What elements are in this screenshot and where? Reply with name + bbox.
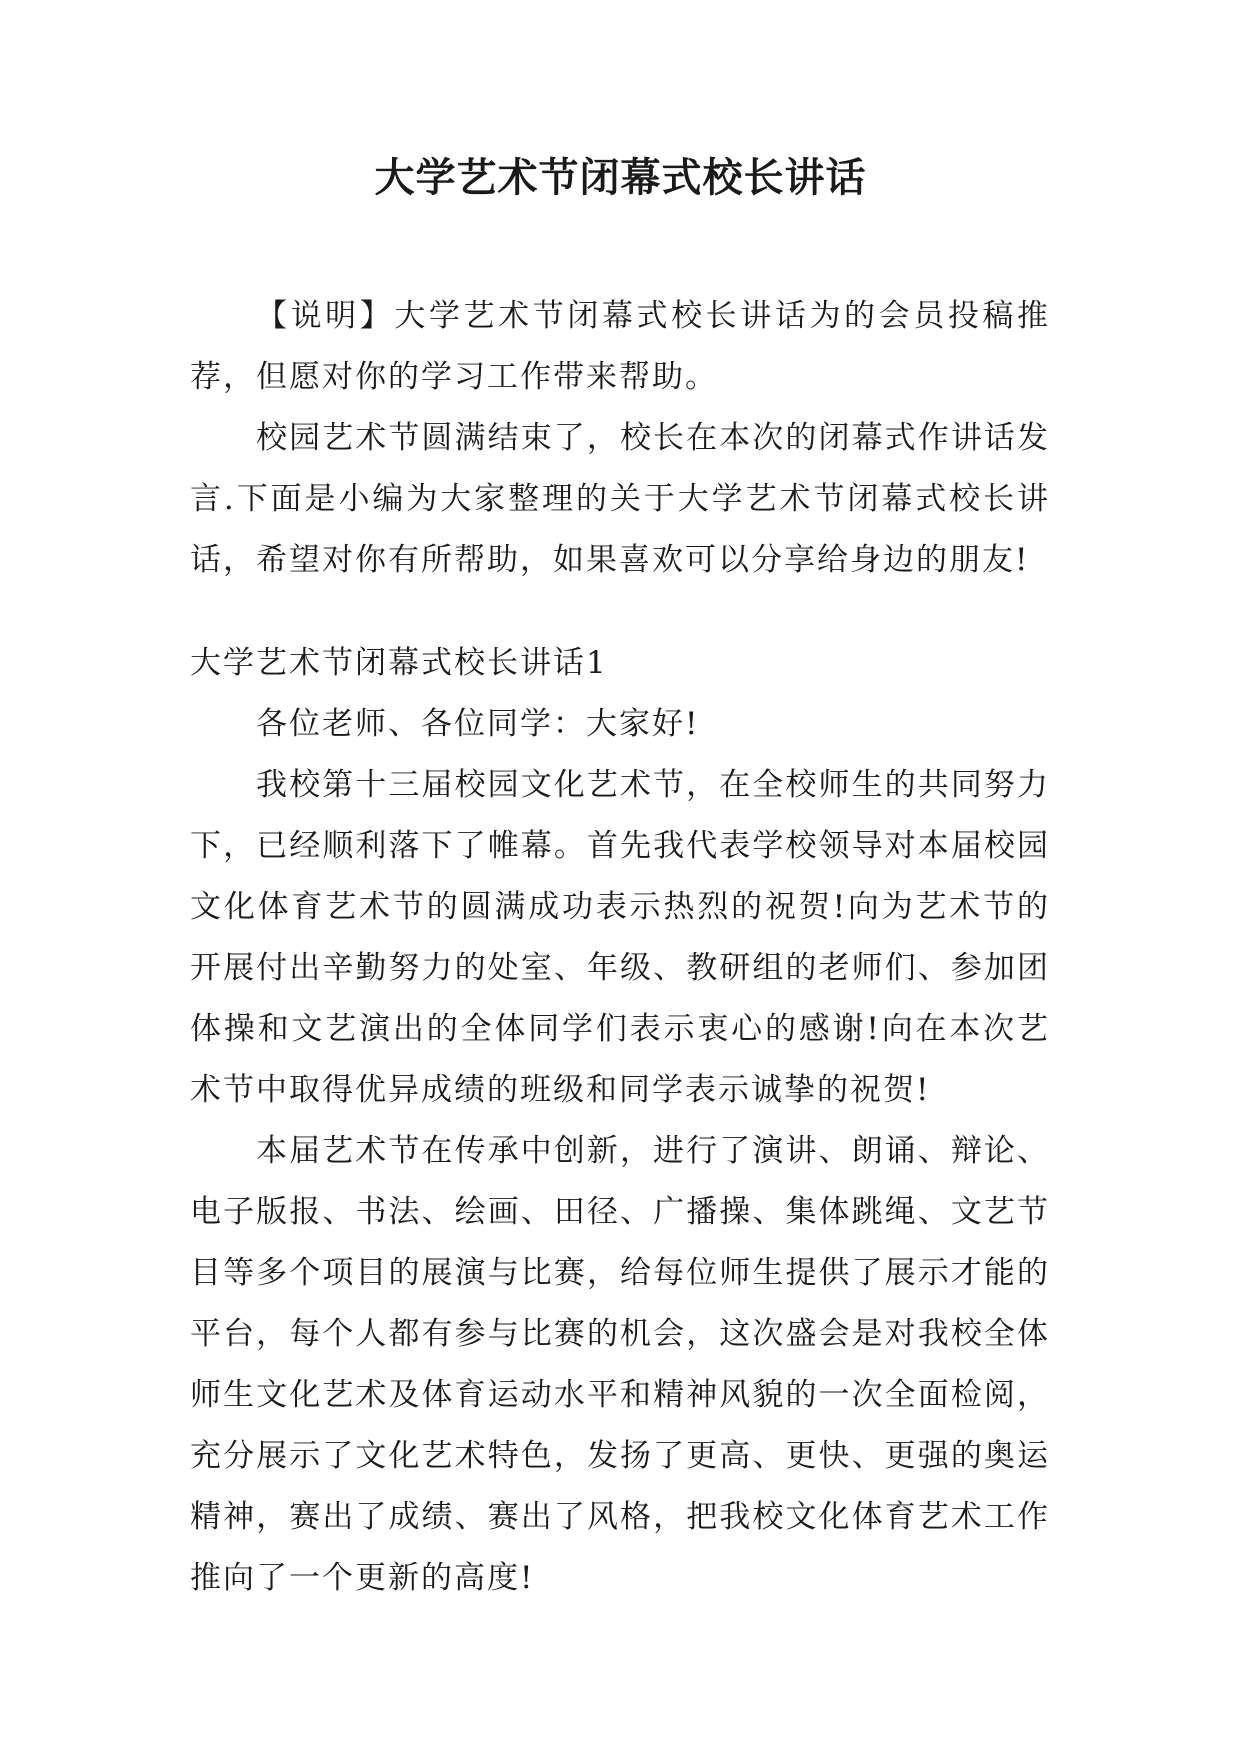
- intro-note-paragraph: 【说明】大学艺术节闭幕式校长讲话为的会员投稿推荐，但愿对你的学习工作带来帮助。: [190, 298, 1050, 395]
- intro-block: [190, 286, 1050, 591]
- speech-paragraph-1: 我校第十三届校园文化艺术节，在全校师生的共同努力下，已经顺利落下了帷幕。首先我代表学校领导对本届校园文化体育艺术节的圆满成功表示热烈的祝贺!向为艺术节的开展付出辛勤努力的处室、年级、教研组的老师们、参加团体操和文艺演出的全体同学们表示衷心的感谢!向在本次艺术节中取得优异成绩的班级和同学表示诚挚的祝贺!: [190, 767, 1050, 1108]
- speech-greeting-paragraph: 各位老师、各位同学：大家好!: [256, 706, 700, 742]
- document-title: 大学艺术节闭幕式校长讲话: [374, 155, 867, 201]
- intro-summary-paragraph: 校园艺术节圆满结束了，校长在本次的闭幕式作讲话发言.下面是小编为大家整理的关于大学艺术节闭幕式校长讲话，希望对你有所帮助，如果喜欢可以分享给身边的朋友!: [190, 420, 1050, 578]
- section-heading: 大学艺术节闭幕式校长讲话1: [190, 645, 608, 681]
- speech-paragraph-2: 本届艺术节在传承中创新，进行了演讲、朗诵、辩论、电子版报、书法、绘画、田径、广播操、集体跳绳、文艺节目等多个项目的展演与比赛，给每位师生提供了展示才能的平台，每个人都有参与比赛的机会，这次盛会是对我校全体师生文化艺术及体育运动水平和精神风貌的一次全面检阅，充分展示了文化艺术特色，发扬了更高、更快、更强的奥运精神，赛出了成绩、赛出了风格，把我校文化体育艺术工作推向了一个更新的高度!: [190, 1133, 1050, 1596]
- speech-block: [190, 633, 1050, 1609]
